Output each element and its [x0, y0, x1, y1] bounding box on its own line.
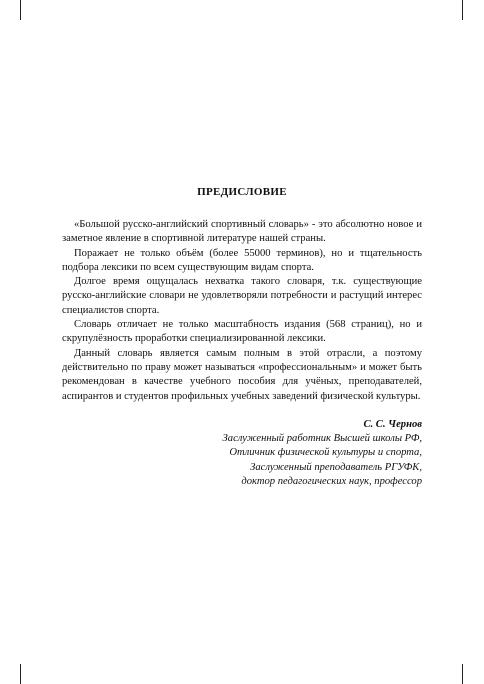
paragraph: Поражает не только объём (более 55000 терминов), но и тщательность подбора лексики по всем существующим видам спорта. [62, 247, 422, 273]
paragraph: Долгое время ощущалась нехватка такого словаря, т.к. существующие русско-английские словари не удовлетворяли потребности и растущий интерес специалистов спорта. [62, 276, 422, 316]
author-title: Заслуженный преподаватель РГУФК, [250, 461, 422, 473]
crop-mark-bottom-left [20, 664, 21, 684]
paragraph: «Большой русско-английский спортивный словарь» - это абсолютно новое и заметное явление в спортивной литературе нашей страны. [62, 219, 422, 245]
author-title: Заслуженный работник Высшей школы РФ, [222, 433, 422, 445]
paragraph: Данный словарь является самым полным в этой отрасли, а поэтому действительно по праву может называться «профессиональным» и может быть рекомендован в качестве учебного пособия для учёных, преподавателей, аспирантов и студентов профильных учебных заведений физической культуры. [62, 347, 422, 402]
crop-mark-top-left [20, 0, 21, 20]
crop-mark-top-right [462, 0, 463, 20]
author-name: С. С. Чернов [363, 418, 422, 430]
author-title: доктор педагогических наук, профессор [241, 476, 422, 488]
page-title: ПРЕДИСЛОВИЕ [197, 186, 287, 198]
signature-block [62, 418, 422, 489]
preface-page [62, 186, 422, 489]
paragraph: Словарь отличает не только масштабность издания (568 страниц), но и скрупулёзность проработки специализированной лексики. [62, 319, 422, 345]
crop-mark-bottom-right [462, 664, 463, 684]
author-title: Отличник физической культуры и спорта, [229, 447, 422, 459]
